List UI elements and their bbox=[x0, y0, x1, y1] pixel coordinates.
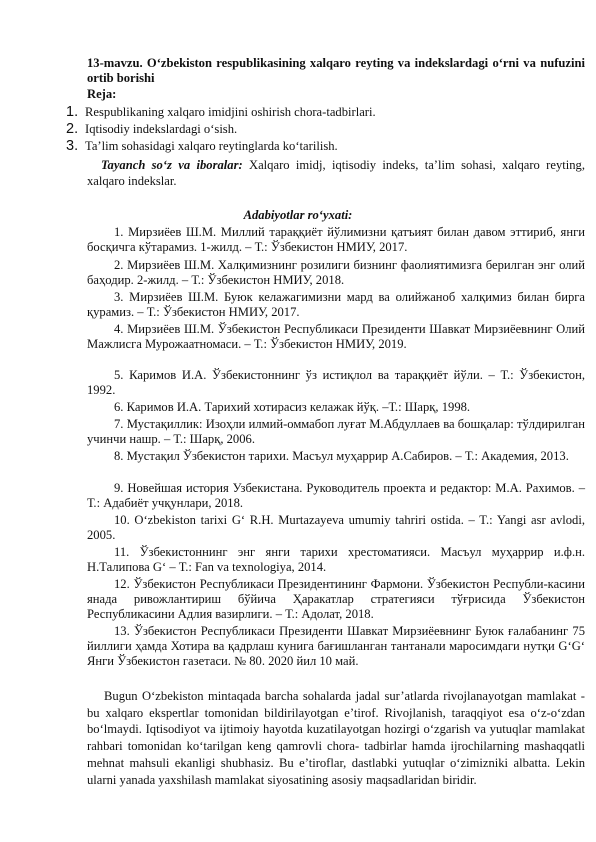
topic-title: 13-mavzu. O‘zbekiston respublikasining xalqaro reyting va indekslardagi o‘rni va nufuzini ortib borishi bbox=[87, 56, 585, 85]
plan-item bbox=[66, 122, 586, 137]
plan-item-text: Iqtisodiy indekslardagi o‘sish. bbox=[85, 122, 238, 136]
reference-item: 5. Каримов И.А. Ўзбекистоннинг ўз истиқлол ва тараққиёт йўли. – Т.: Ўзбекистон, 1992. bbox=[87, 368, 585, 398]
reference-item: 4. Мирзиёев Ш.М. Ўзбекистон Республикаси Президенти Шавкат Мирзиёевнинг Олий Мажлисга Мурожаатномаси. – Т.: Ўзбекистон НМИУ, 2019. bbox=[87, 322, 585, 352]
keywords-label: Tayanch so‘z va iboralar: bbox=[101, 158, 243, 172]
reference-item: 7. Мустақиллик: Изоҳли илмий-оммабоп луғат М.Абдуллаев ва бошқалар: тўлдирилган учинчи нашр. – Т.: Шарқ, 2006. bbox=[87, 417, 585, 447]
plan-item bbox=[66, 105, 586, 120]
plan-item-number: 2. bbox=[66, 121, 79, 137]
plan-item-number: 3. bbox=[66, 138, 79, 154]
reference-item: 2. Мирзиёев Ш.М. Халқимизнинг розилиги бизнинг фаолиятимизга берилган энг олий баҳодир. 2-жилд. – Т.: Ўзбекистон НМИУ, 2018. bbox=[87, 258, 585, 288]
reference-item: 12. Ўзбекистон Республикаси Президентининг Фармони. Ўзбекистон Республи-касини янада ривожлантириш бўйича Ҳаракатлар стратегияси тўғрисида Ўзбекистон Республикасини Адлия вазирлиги. – Т.: Адолат, 2018. bbox=[87, 577, 585, 622]
keywords-text: Xalqaro imidj, iqtisodiy indeks, ta’lim sohasi, xalqaro reyting, xalqaro indekslar. bbox=[87, 158, 585, 188]
reference-item: 13. Ўзбекистон Республикаси Президенти Шавкат Мирзиёевнинг Буюк ғалабанинг 75 йиллиги ҳамда Хотира ва қадрлаш кунига бағишланган тантанали маросимдаги нутқи G‘G‘ Янги Ўзбекистон газетаси. № 80. 2020 йил 10 май. bbox=[87, 624, 585, 669]
reference-item: 10. O‘zbekiston tarixi G‘ R.H. Murtazayeva umumiy tahriri ostida. – T.: Yangi asr avlodi, 2005. bbox=[87, 513, 585, 543]
reference-item: 11. Ўзбекистоннинг энг янги тарихи хрестоматияси. Масъул муҳаррир и.ф.н. Н.Талипова G‘ – Т.: Fan va texnologiya, 2014. bbox=[87, 545, 585, 575]
reference-item: 8. Мустақил Ўзбекистон тарихи. Масъул муҳаррир А.Сабиров. – Т.: Академия, 2013. bbox=[114, 449, 569, 463]
reference-item: 6. Каримов И.А. Тарихий хотирасиз келажак йўқ. –Т.: Шарқ, 1998. bbox=[114, 400, 471, 414]
literature-heading: Adabiyotlar ro‘yxati: bbox=[243, 208, 353, 222]
reference-item: 1. Мирзиёев Ш.М. Миллий тараққиёт йўлимизни қатъият билан давом эттириб, янги босқичга кўтарамиз. 1-жилд. – Т.: Ўзбекистон НМИУ, 2017. bbox=[87, 225, 585, 255]
plan-item-text: Respublikaning xalqaro imidjini oshirish chora-tadbirlari. bbox=[85, 105, 376, 119]
reference-item: 3. Мирзиёев Ш.М. Буюк келажагимизни мард ва олийжаноб халқимиз билан бирга қурамиз. – Т.: Ўзбекистон НМИУ, 2017. bbox=[87, 290, 585, 320]
plan-item-number: 1. bbox=[66, 104, 79, 120]
plan-item-text: Ta’lim sohasidagi xalqaro reytinglarda ko‘tarilish. bbox=[85, 139, 338, 153]
body-paragraph: Bugun O‘zbekiston mintaqada barcha sohalarda jadal sur’atlarda rivojlanayotgan mamlakat - bu xalqaro ekspertlar tomonidan bildirilayotgan e’tirof. Rivojlanish, taraqqiyot esa o‘z-o‘zdan bo‘lmaydi. Iqtisodiyot va ijtimoiy hayotda kuzatilayotgan hozirgi o‘zgarish va yutuqlar mamlakat rahbari tomonidan ko‘tarilgan keng qamrovli chora- tadbirlar hamda ijrochilarning mashaqqatli mehnat mahsuli ekanligi shubhasiz. Bu e’tiroflar, dastlabki yutuqlar o‘zimizniki albatta. Lekin ularni yanada yaxshilash mamlakat siyosatining asosiy maqsadlaridan biridir. bbox=[87, 689, 585, 787]
reference-item: 9. Новейшая история Узбекистана. Руководитель проекта и редактор: М.А. Рахимов. – Т.: Адабиёт учқунлари, 2018. bbox=[87, 481, 585, 511]
keywords-paragraph bbox=[87, 157, 585, 189]
plan-heading: Reja: bbox=[87, 87, 117, 101]
plan-item bbox=[66, 139, 586, 154]
